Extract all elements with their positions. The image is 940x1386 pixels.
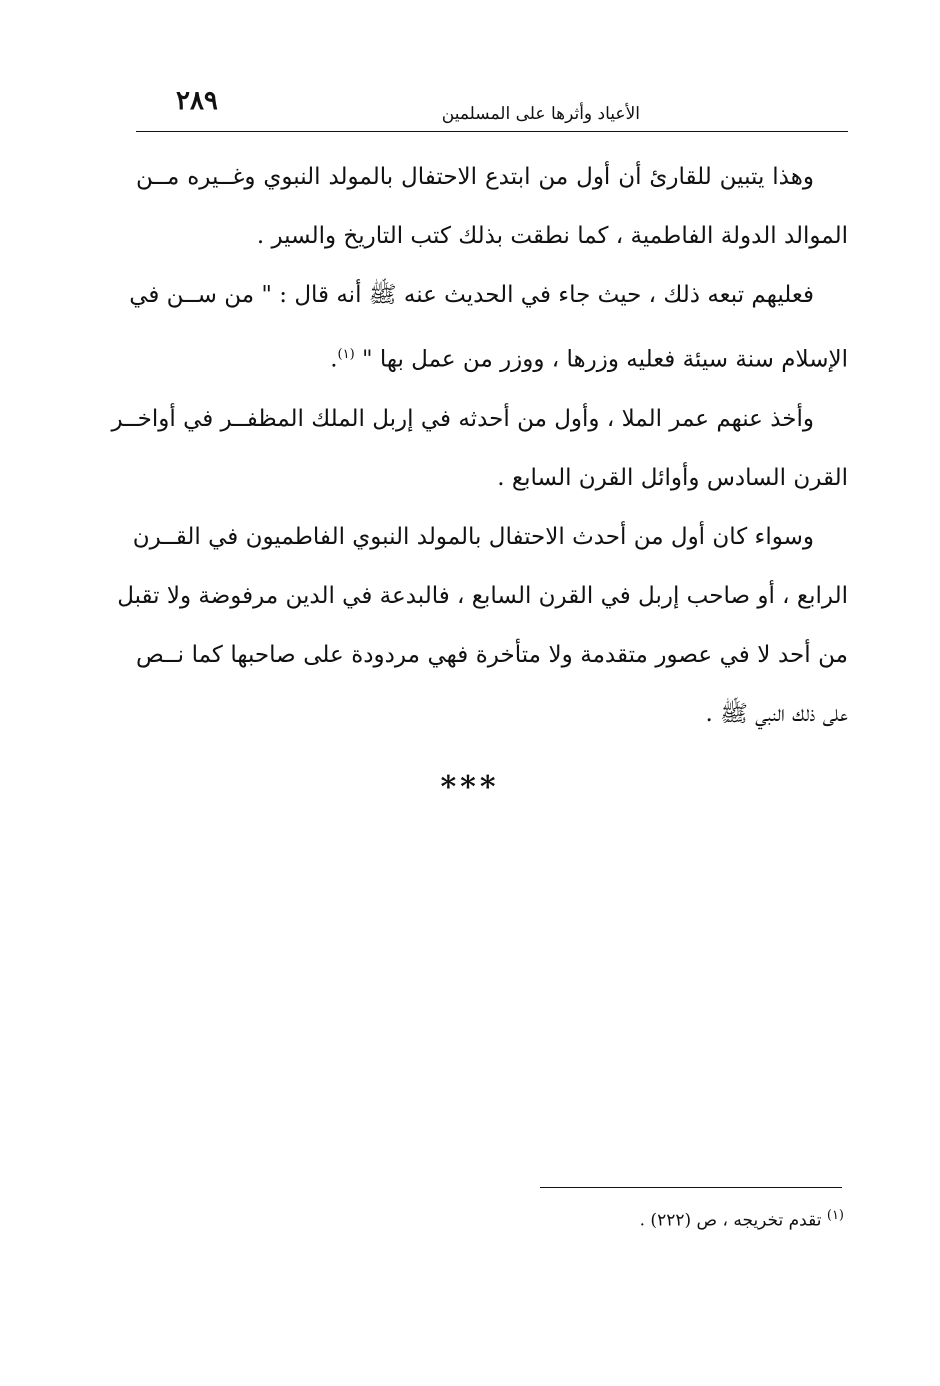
text-line: وهذا يتبين للقارئ أن أول من ابتدع الاحتفال بالمولد النبوي وغــيره مــن xyxy=(136,164,814,190)
paragraph-3 xyxy=(111,390,848,508)
page-number: ٢٨٩ xyxy=(176,86,218,116)
text-line: القرن السادس وأوائل القرن السابع . xyxy=(497,464,848,491)
footnote-reference: (١) xyxy=(337,347,355,362)
paragraph-4 xyxy=(117,508,848,744)
header-divider xyxy=(136,131,848,132)
text-line xyxy=(136,325,848,390)
paragraph-2 xyxy=(129,266,848,390)
text-line: فعليهم تبعه ذلك ، حيث جاء في الحديث عنه ﷺ أنه قال : " من ســن في xyxy=(129,282,814,308)
text-line: الموالد الدولة الفاطمية ، كما نطقت بذلك كتب التاريخ والسير . xyxy=(256,223,848,249)
paragraph-1 xyxy=(136,148,848,266)
footnote-text: تقدم تخريجه ، ص (٢٢٢) . xyxy=(639,1210,822,1231)
text-line: وسواء كان أول من أحدث الاحتفال بالمولد النبوي الفاطميون في القــرن xyxy=(132,523,814,550)
body-text xyxy=(111,148,848,744)
text-line: الرابع ، أو صاحب إربل في القرن السابع ، فالبدعة في الدين مرفوضة ولا تقبل xyxy=(117,582,848,609)
text-line: من أحد لا في عصور متقدمة ولا متأخرة فهي مردودة على صاحبها كما نــص xyxy=(136,641,848,668)
footnote-divider xyxy=(540,1187,842,1188)
text-line: على ذلك النبي ﷺ . xyxy=(705,700,848,727)
running-title: الأعياد وأثرها على المسلمين xyxy=(441,104,640,124)
footnote xyxy=(640,1208,844,1231)
text-line-content: الإسلام سنة سيئة فعليه وزرها ، ووزر من عمل بها " xyxy=(361,346,848,373)
section-separator: *** xyxy=(440,770,500,805)
text-line: وأخذ عنهم عمر الملا ، وأول من أحدثه في إربل الملك المظفــر في أواخــر xyxy=(111,405,814,432)
sentence-end: . xyxy=(330,346,338,373)
footnote-marker: (١) xyxy=(826,1208,844,1223)
